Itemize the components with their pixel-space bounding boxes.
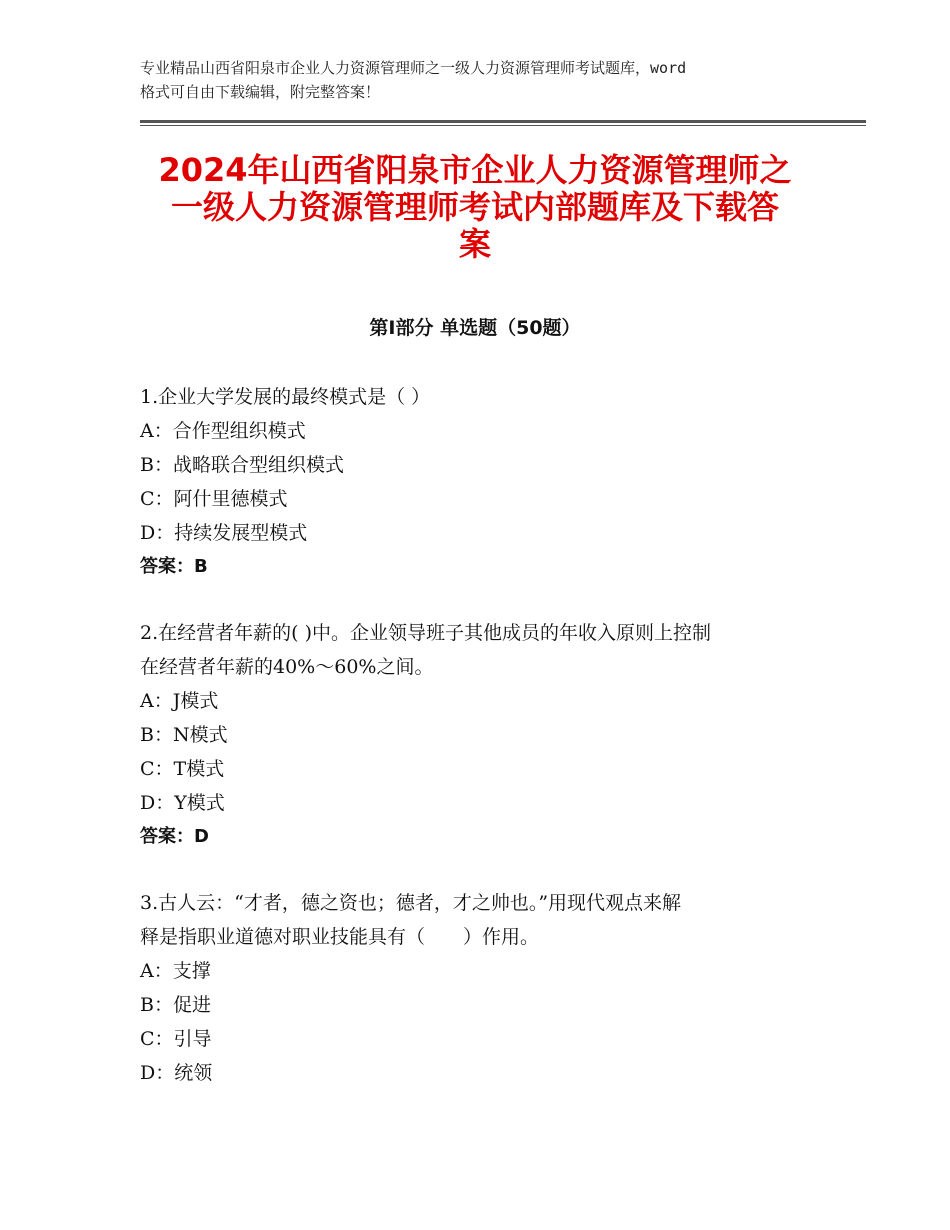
question-stem: 3.古人云：“才者，德之资也；德者，才之帅也。”用现代观点来解 <box>140 892 682 914</box>
option-a: A：支撑 <box>140 960 211 982</box>
question-3 <box>140 886 820 1090</box>
answer: 答案：D <box>140 826 209 847</box>
question-stem-continued: 释是指职业道德对职业技能具有（ ）作用。 <box>140 926 540 948</box>
option-b: B：促进 <box>140 994 211 1016</box>
option-d: D：持续发展型模式 <box>140 522 308 544</box>
document-title <box>110 152 840 263</box>
option-d: D：Y模式 <box>140 792 225 814</box>
title-line: 案 <box>458 225 491 263</box>
question-stem: 2.在经营者年薪的( )中。企业领导班子其他成员的年收入原则上控制 <box>140 622 711 644</box>
header-divider <box>140 120 866 123</box>
option-a: A：J模式 <box>140 690 219 712</box>
header-line: 专业精品山西省阳泉市企业人力资源管理师之一级人力资源管理师考试题库，word <box>140 59 687 77</box>
option-b: B：战略联合型组织模式 <box>140 454 344 476</box>
option-b: B：N模式 <box>140 724 228 746</box>
header-divider-thin <box>140 125 866 126</box>
answer: 答案：B <box>140 556 208 577</box>
option-c: C：阿什里德模式 <box>140 488 288 510</box>
option-c: C：引导 <box>140 1028 212 1050</box>
title-line: 2024年山西省阳泉市企业人力资源管理师之 <box>158 151 792 189</box>
question-list <box>140 380 820 1122</box>
section-heading: 第Ⅰ部分 单选题（50题） <box>369 317 581 339</box>
title-line: 一级人力资源管理师考试内部题库及下载答 <box>170 188 779 226</box>
question-1 <box>140 380 820 584</box>
option-d: D：统领 <box>140 1062 213 1084</box>
question-2 <box>140 616 820 854</box>
option-a: A：合作型组织模式 <box>140 420 306 442</box>
header-line: 格式可自由下载编辑，附完整答案！ <box>140 83 381 101</box>
question-stem: 1.企业大学发展的最终模式是（ ） <box>140 386 431 408</box>
option-c: C：T模式 <box>140 758 225 780</box>
question-stem-continued: 在经营者年薪的40%～60%之间。 <box>140 656 434 678</box>
page-header <box>140 56 820 104</box>
